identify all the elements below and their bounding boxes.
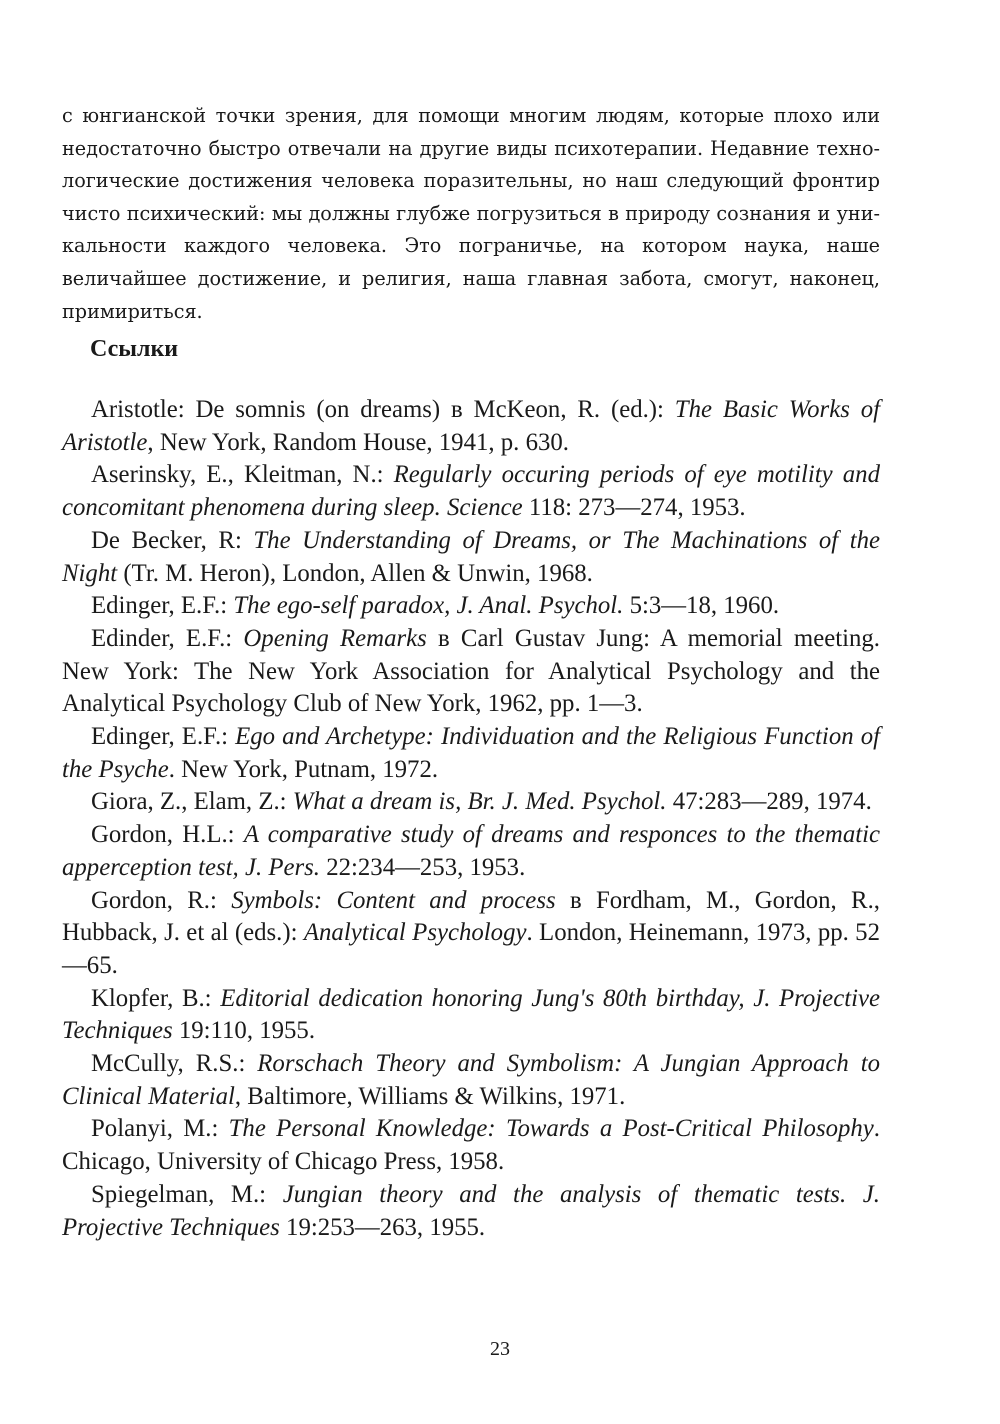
reference-item: Spiegelman, M.: Jungian theory and the analysis of thematic tests. J. Projective Techniques 19:253—263, 1955. — [62, 1180, 881, 1241]
reference-item: Aserinsky, E., Kleitman, N.: Regularly occuring periods of eye motility and concomitant phenomena during sleep. Science 118: 273—274, 1953. — [62, 461, 880, 522]
reference-item: Gordon, H.L.: A comparative study of dreams and responces to the thematic apperception test, J. Pers. 22:234—253, 1953. — [62, 821, 880, 881]
reference-item: Giora, Z., Elam, Z.: What a dream is, Br. J. Med. Psychol. 47:283—289, 1974. — [91, 788, 872, 816]
reference-item: Klopfer, B.: Editorial dedication honoring Jung's 80th birthday, J. Projective Techniques 19:110, 1955. — [62, 984, 880, 1045]
reference-title: The Understanding of Dreams, or The Machinations of the Night — [62, 526, 880, 587]
reference-item: De Becker, R: The Understanding of Dreams, or The Machinations of the Night (Tr. M. Heron), London, Allen & Unwin, 1968. — [62, 526, 880, 587]
page-number: 23 — [490, 1338, 510, 1360]
reference-item: Edinder, E.F.: Opening Remarks в Carl Gustav Jung: A memorial meeting. New York: The New York Association for Analytical Psychology and the Analytical Psychology Club of New York, 1962, pp. 1—3. — [62, 624, 880, 718]
reference-item: Polanyi, M.: The Personal Knowledge: Towards a Post-Critical Philosophy. Chicago, University of Chicago Press, 1958. — [62, 1115, 880, 1176]
reference-title: The Basic Works of Aristotle — [62, 396, 880, 456]
reference-title: Opening Remarks — [243, 624, 427, 652]
reference-title: Symbols: Content and process — [231, 886, 556, 914]
reference-title: Analytical Psychology — [303, 919, 527, 947]
reference-item: Aristotle: De somnis (on dreams) в McKeon, R. (ed.): The Basic Works of Aristotle, New York, Random House, 1941, p. 630. — [62, 396, 880, 456]
reference-list — [62, 394, 880, 1244]
reference-title: Editorial dedication honoring Jung's 80th birthday, J. Projective Techniques — [62, 984, 880, 1045]
reference-title: Ego and Archetype: Individuation and the Religious Function of the Psyche — [62, 723, 880, 783]
reference-title: Regularly occuring periods of eye motility and concomitant phenomena during sleep. Science — [62, 461, 880, 522]
reference-title: The Personal Knowledge: Towards a Post-Critical Philosophy — [228, 1115, 874, 1143]
reference-title: A comparative study of dreams and responces to the thematic apperception test, J. Pers. — [62, 821, 880, 881]
reference-title: Jungian theory and the analysis of thematic tests. J. Projective Techniques — [62, 1180, 881, 1241]
reference-title: The ego-self paradox, J. Anal. Psychol. — [233, 592, 624, 620]
section-heading: Ссылки — [90, 336, 179, 362]
reference-item: McCully, R.S.: Rorschach Theory and Symbolism: A Jungian Approach to Clinical Material, Baltimore, Williams & Wilkins, 1971. — [62, 1050, 880, 1110]
intro-paragraph: с юнгианской точки зрения, для помощи многим людям, которые плохо или недостаточно быстро отвечали на другие виды психотерапии. Недавние технологические достижения человека поразительны, но наш следующий фронтир чисто психический: мы должны глубже погрузиться в природу сознания и уникальности каждого человека. Это пограничье, на котором наука, наше величайшее достижение, и религия, наша главная забота, смогут, наконец, примириться. — [62, 104, 880, 323]
page-content — [62, 100, 881, 1241]
reference-title: Rorschach Theory and Symbolism: A Jungian Approach to Clinical Material — [62, 1050, 880, 1110]
reference-item: Gordon, R.: Symbols: Content and process в Fordham, M., Gordon, R., Hubback, J. et al (eds.): Analytical Psychology. London, Heinemann, 1973, pp. 52—65. — [62, 886, 880, 979]
reference-item: Edinger, E.F.: Ego and Archetype: Individuation and the Religious Function of the Psyche. New York, Putnam, 1972. — [62, 723, 880, 783]
reference-title: What a dream is, Br. J. Med. Psychol. — [292, 788, 667, 816]
reference-item: Edinger, E.F.: The ego-self paradox, J. Anal. Psychol. 5:3—18, 1960. — [91, 592, 780, 620]
